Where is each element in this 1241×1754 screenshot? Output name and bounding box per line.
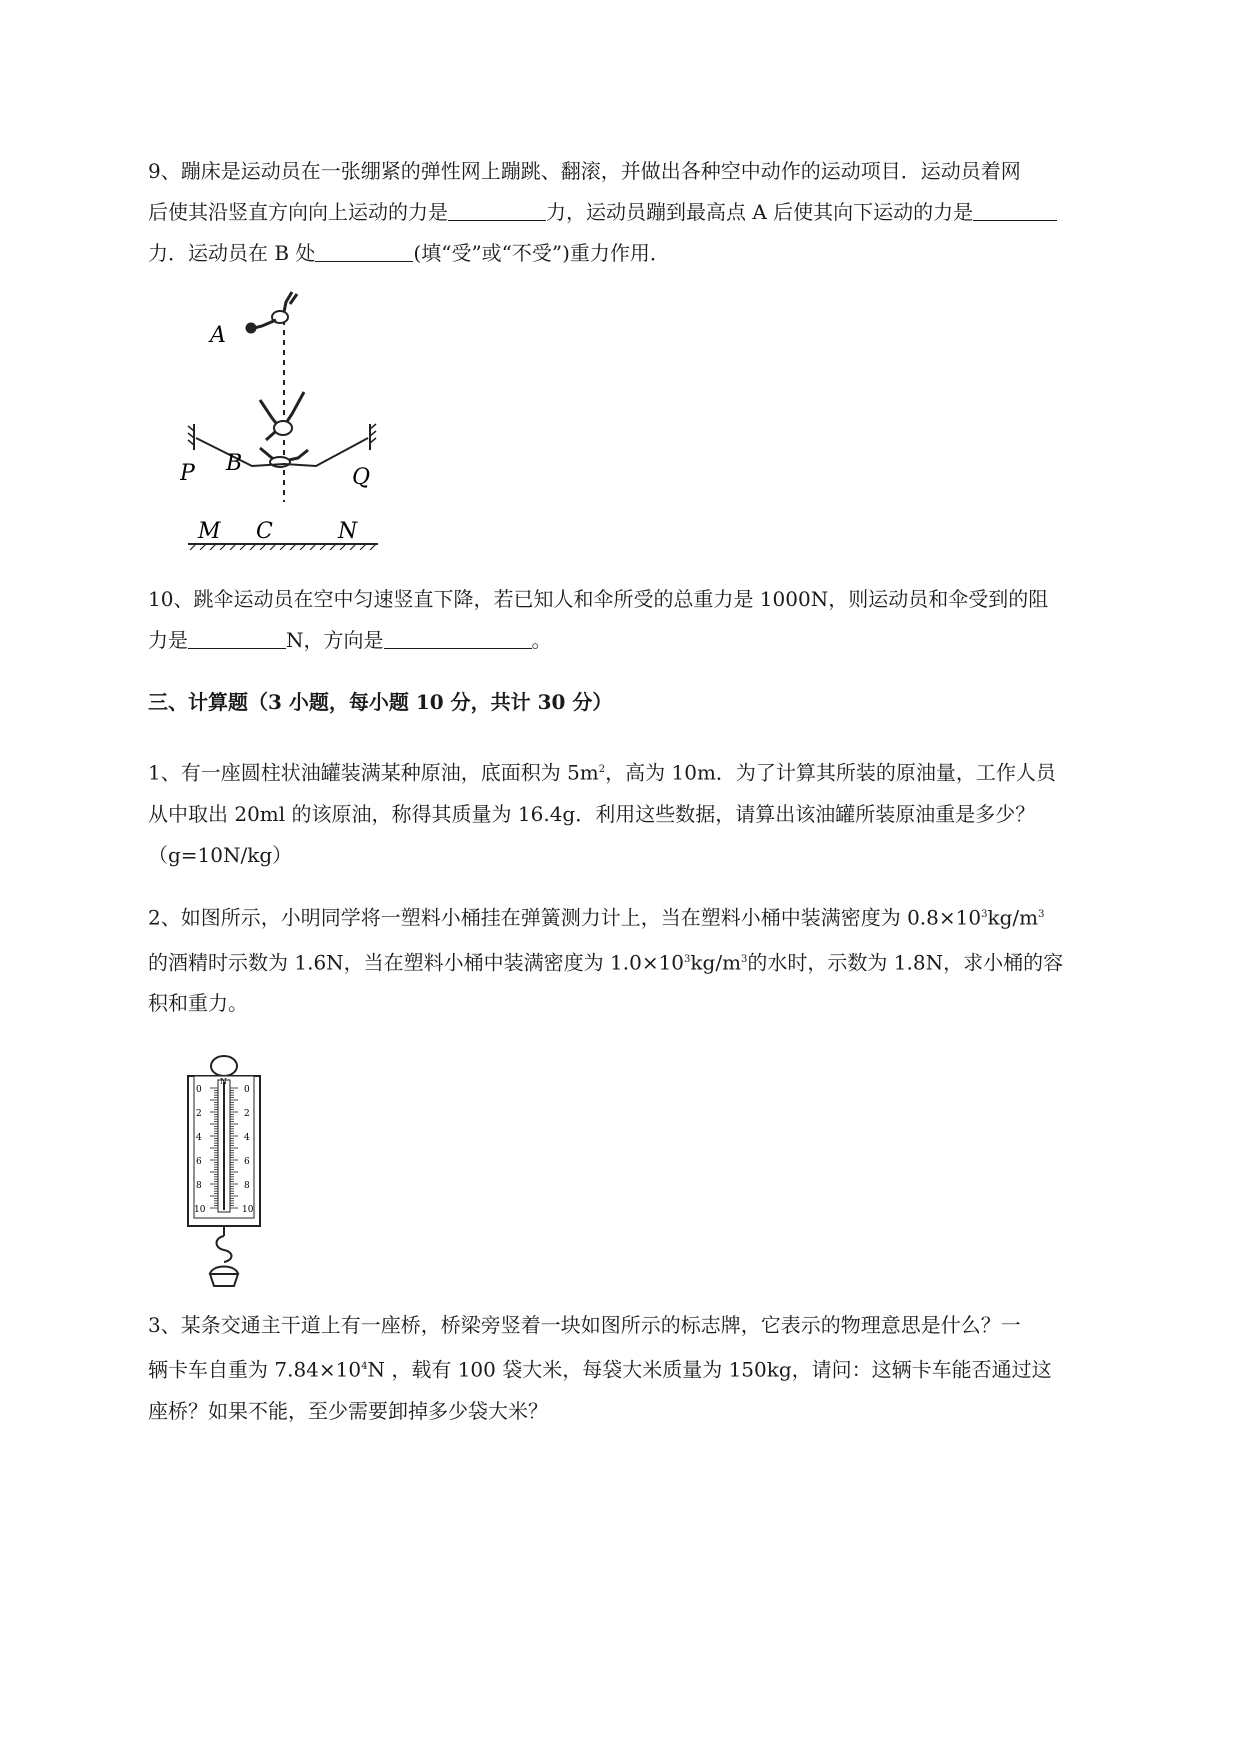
question-9-line-1: 9、蹦床是运动员在一张绷紧的弹性网上蹦跳、翻滚，并做出各种空中动作的运动项目．运动员着网 (148, 159, 1021, 183)
post-p-icon (188, 424, 194, 450)
label-a: A (210, 323, 226, 348)
tick-label: 2 (244, 1109, 250, 1119)
tick-label: 4 (244, 1133, 250, 1143)
label-b: B (226, 451, 243, 476)
label-q: Q (352, 465, 371, 490)
label-m: M (198, 519, 221, 544)
bucket-icon (210, 1274, 238, 1286)
trampoline-figure (180, 290, 380, 550)
label-n: N (338, 519, 358, 544)
answer-blank[interactable] (384, 626, 532, 649)
bucket-handle (210, 1267, 238, 1275)
tick-label: 0 (244, 1085, 250, 1095)
calc-2-line-2: 的酒精时示数为 1.6N，当在塑料小桶中装满密度为 $1.0\times 10^3kg/m^3$的水时，示数为 1.8N，求小桶的容 (148, 950, 1064, 975)
tick-label: 0 (196, 1085, 202, 1095)
unit-letter: N (220, 1077, 227, 1086)
athlete-at-a-icon (247, 292, 297, 332)
hook-icon (217, 1236, 232, 1262)
calc-question-3 (148, 1305, 1148, 1432)
question-9-line-2: 后使其沿竖直方向向上运动的力是 力，运动员蹦到最高点 A 后使其向下运动的力是 (148, 192, 1148, 233)
question-9 (148, 151, 1148, 274)
calc-3-line-3: 座桥？如果不能，至少需要卸掉多少袋大米？ (148, 1398, 548, 1423)
calc-2-line-1: 2、如图所示，小明同学将一塑料小桶挂在弹簧测力计上，当在塑料小桶中装满密度为 $0.8\times 10^3kg/m^3$ (148, 905, 1045, 930)
answer-blank[interactable] (315, 239, 413, 262)
calc-3-line-2: 辆卡车自重为 $7.84\times 10^4N$ ，载有 100 袋大米，每袋大米质量为 150kg，请问：这辆卡车能否通过这 (148, 1357, 1052, 1382)
athlete-at-b-icon (260, 392, 304, 440)
calc-2-line-3: 积和重力。 (148, 991, 248, 1016)
question-9-line-3: 力．运动员在 B 处 (填“受”或“不受”)重力作用． (148, 241, 670, 265)
section-heading: 三、计算题（3 小题，每小题 10 分，共计 30 分） (148, 690, 613, 714)
answer-blank[interactable] (973, 198, 1057, 221)
calc-1-line-2: 从中取出 20ml 的该原油，称得其质量为 16.4g．利用这些数据，请算出该油罐所装原油重是多少？ (148, 801, 1036, 826)
tick-label: 6 (244, 1157, 250, 1167)
tick-label: 8 (196, 1181, 202, 1191)
answer-blank[interactable] (448, 198, 546, 221)
tick-label: 6 (196, 1157, 202, 1167)
tick-label: 10 (242, 1205, 254, 1215)
tick-label: 8 (244, 1181, 250, 1191)
label-p: P (180, 461, 195, 486)
label-c: C (256, 519, 273, 544)
question-10-line-2: 力是 N，方向是 。 (148, 628, 552, 652)
tick-label: 10 (194, 1205, 206, 1215)
calc-question-2 (148, 894, 1148, 1024)
tick-label: 4 (196, 1133, 202, 1143)
calc-question-1 (148, 749, 1148, 876)
answer-blank[interactable] (188, 626, 286, 649)
calc-1-line-1: 1、有一座圆柱状油罐装满某种原油，底面积为 $5m^2$，高为 10m．为了计算其所装的原油量，工作人员 (148, 760, 1056, 785)
ground-line (188, 544, 378, 550)
question-10 (148, 579, 1148, 661)
calc-3-line-1: 3、某条交通主干道上有一座桥，桥梁旁竖着一块如图所示的标志牌，它表示的物理意思是什么？一 (148, 1313, 1021, 1337)
calc-1-line-3: （g=10N/kg） (148, 842, 293, 867)
post-q-icon (370, 424, 376, 450)
spring-scale-figure (184, 1052, 264, 1288)
tick-label: 2 (196, 1109, 202, 1119)
top-ring-icon (211, 1056, 237, 1076)
question-10-line-1: 10、跳伞运动员在空中匀速竖直下降，若已知人和伞所受的总重力是 1000N，则运动员和伞受到的阻 (148, 587, 1049, 611)
